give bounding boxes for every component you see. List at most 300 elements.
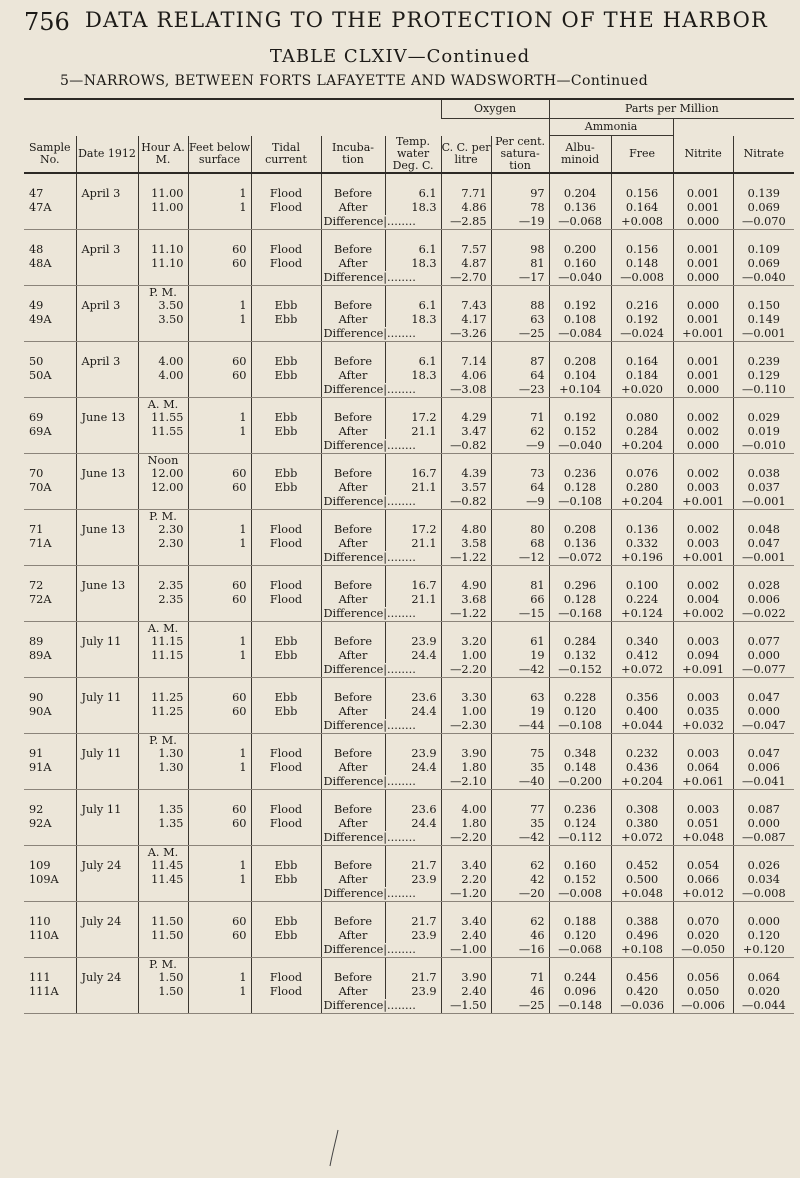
sample-cell: 89 [29,635,44,648]
percent-cell: 42 [491,873,549,887]
feet-cell: 1 [188,523,251,537]
percent-cell: 19 [491,705,549,719]
period-spacer [251,285,321,299]
nitrite-cell: 0.070 [673,915,733,929]
nitrate-cell: 0.129 [733,369,794,383]
header-blank [24,99,441,119]
period-spacer [188,733,251,747]
hour-cell: 11.45 [138,859,188,873]
nitrite-cell: 0.001 [673,243,733,257]
period-spacer [491,397,549,411]
nitrate-cell: 0.026 [733,859,794,873]
albuminoid-cell: 0.136 [549,201,611,215]
period-spacer [251,397,321,411]
tidal-cell: Ebb [251,355,321,369]
period-spacer [24,621,76,635]
period-spacer [76,733,138,747]
cc-cell: —1.22 [441,607,491,622]
period-spacer [441,901,491,915]
nitrate-cell: 0.150 [733,299,794,313]
table-row [24,873,794,887]
tidal-cell: Ebb [251,873,321,887]
sample-cell: 109A [29,873,59,886]
temp-cell: 23.9 [385,747,441,761]
incubation-cell: Before [321,915,385,929]
date-cell [76,929,138,943]
tidal-cell [251,775,321,790]
period-spacer [188,453,251,467]
table-row [24,257,794,271]
header-nitrate: Nitrate [733,136,794,173]
temp-cell: 16.7 [385,579,441,593]
period-spacer [441,565,491,579]
date-cell: June 13 [76,523,138,537]
albuminoid-cell: —0.040 [549,271,611,286]
sample-cell [24,607,76,622]
date-cell [76,425,138,439]
tidal-cell: Ebb [251,313,321,327]
header-sample: Sample No. [24,136,76,173]
percent-cell: 35 [491,761,549,775]
period-spacer [251,565,321,579]
nitrate-cell: —0.047 [733,719,794,734]
table-row [24,481,794,495]
table-row [24,691,794,705]
temp-cell: 18.3 [385,369,441,383]
sample-cell [24,775,76,790]
free-cell: 0.156 [611,187,673,201]
period-spacer [491,621,549,635]
sample-cell: 109 [29,859,51,872]
period-row [24,901,794,915]
albuminoid-cell: —0.148 [549,999,611,1014]
period-row [24,621,794,635]
albuminoid-cell: 0.208 [549,355,611,369]
hour-cell: 1.30 [138,747,188,761]
tidal-cell [251,383,321,398]
cc-cell: 2.40 [441,929,491,943]
period-spacer [321,957,385,971]
nitrate-cell: —0.001 [733,551,794,566]
period-spacer [611,173,673,187]
table-row [24,579,794,593]
incubation-cell: Before [321,187,385,201]
table-row [24,201,794,215]
cc-cell: 4.86 [441,201,491,215]
hour-cell [138,831,188,846]
nitrate-cell: 0.120 [733,929,794,943]
cc-cell: 4.90 [441,579,491,593]
temp-cell: 21.1 [385,537,441,551]
period-spacer [188,341,251,355]
period-spacer [611,341,673,355]
nitrite-cell: 0.000 [673,299,733,313]
albuminoid-cell: 0.104 [549,369,611,383]
sample-cell [24,551,76,566]
period-spacer [441,789,491,803]
nitrite-cell: 0.003 [673,803,733,817]
table-row [24,859,794,873]
data-table [24,98,794,1014]
period-spacer [733,453,794,467]
sample-cell: 49A [29,313,52,326]
sample-cell: 89A [29,649,52,662]
period-spacer [251,341,321,355]
temp-cell: 16.7 [385,467,441,481]
nitrate-cell: 0.047 [733,537,794,551]
period-row [24,845,794,859]
header-free: Free [611,136,673,173]
nitrite-cell: 0.002 [673,523,733,537]
feet-cell [188,327,251,342]
hour-cell: 4.00 [138,355,188,369]
period-spacer [549,397,611,411]
free-cell: 0.148 [611,257,673,271]
incubation-cell: Before [321,803,385,817]
period-label: Noon [138,453,188,467]
free-cell: +0.204 [611,495,673,510]
percent-cell: —9 [491,439,549,454]
albuminoid-cell: —0.072 [549,551,611,566]
period-spacer [251,901,321,915]
running-head: DATA RELATING TO THE PROTECTION OF THE HARBOR [85,8,769,32]
period-spacer [76,677,138,691]
cc-cell: 3.20 [441,635,491,649]
feet-cell: 60 [188,257,251,271]
feet-cell [188,943,251,958]
period-spacer [673,229,733,243]
incubation-cell: Before [321,523,385,537]
nitrite-cell: 0.051 [673,817,733,831]
albuminoid-cell: 0.244 [549,971,611,985]
table-row [24,747,794,761]
difference-row [24,887,794,902]
incubation-cell: Before [321,411,385,425]
temp-cell: 6.1 [385,299,441,313]
difference-row [24,775,794,790]
free-cell: 0.340 [611,635,673,649]
table-row [24,411,794,425]
percent-cell: —20 [491,887,549,902]
difference-row [24,551,794,566]
temp-cell: 24.4 [385,761,441,775]
hour-cell [138,271,188,286]
table-row [24,761,794,775]
nitrate-cell: —0.008 [733,887,794,902]
period-spacer [385,957,441,971]
period-spacer [251,453,321,467]
feet-cell: 1 [188,425,251,439]
albuminoid-cell: 0.284 [549,635,611,649]
period-spacer [24,397,76,411]
date-cell: June 13 [76,467,138,481]
period-spacer [321,173,385,187]
period-spacer [549,957,611,971]
cc-cell: 3.90 [441,971,491,985]
nitrite-cell: 0.066 [673,873,733,887]
nitrate-cell: 0.038 [733,467,794,481]
sample-cell [24,215,76,230]
period-row [24,173,794,187]
tidal-cell: Ebb [251,859,321,873]
period-label [138,677,188,691]
period-spacer [441,173,491,187]
cc-cell: 4.00 [441,803,491,817]
nitrate-cell: 0.000 [733,705,794,719]
percent-cell: —23 [491,383,549,398]
temp-cell: 17.2 [385,411,441,425]
nitrate-cell: 0.028 [733,579,794,593]
date-cell [76,873,138,887]
percent-cell: 61 [491,635,549,649]
table-row [24,425,794,439]
table-row [24,243,794,257]
nitrite-cell: +0.001 [673,327,733,342]
tidal-cell: Ebb [251,467,321,481]
feet-cell: 1 [188,313,251,327]
period-spacer [733,789,794,803]
period-spacer [549,845,611,859]
albuminoid-cell: —0.068 [549,215,611,230]
difference-label: Difference|........ [321,495,441,510]
period-spacer [549,453,611,467]
tidal-cell: Flood [251,803,321,817]
tidal-cell: Flood [251,747,321,761]
temp-cell: 21.7 [385,915,441,929]
incubation-cell: Before [321,467,385,481]
free-cell: 0.380 [611,817,673,831]
nitrite-cell: —0.050 [673,943,733,958]
nitrate-cell: 0.149 [733,313,794,327]
tidal-cell: Ebb [251,691,321,705]
nitrite-cell: 0.002 [673,467,733,481]
free-cell: 0.456 [611,971,673,985]
feet-cell: 1 [188,971,251,985]
percent-cell: 81 [491,579,549,593]
tidal-cell: Ebb [251,481,321,495]
period-spacer [24,173,76,187]
free-cell: +0.048 [611,887,673,902]
period-spacer [24,509,76,523]
free-cell: 0.420 [611,985,673,999]
period-label [138,229,188,243]
period-spacer [24,229,76,243]
sample-cell: 69 [29,411,44,424]
nitrate-cell: —0.001 [733,327,794,342]
header-cc: C. C. per litre [441,136,491,173]
date-cell [76,985,138,999]
percent-cell: 81 [491,257,549,271]
incubation-cell: After [321,425,385,439]
incubation-cell: After [321,929,385,943]
header-feet: Feet below surface [188,136,251,173]
period-spacer [733,677,794,691]
percent-cell: 73 [491,467,549,481]
date-cell [76,593,138,607]
cc-cell: 4.06 [441,369,491,383]
difference-row [24,383,794,398]
feet-cell: 1 [188,635,251,649]
nitrate-cell: 0.019 [733,425,794,439]
incubation-cell: Before [321,635,385,649]
period-spacer [491,341,549,355]
hour-cell: 4.00 [138,369,188,383]
difference-label: Difference|........ [321,383,441,398]
cc-cell: 3.30 [441,691,491,705]
incubation-cell: Before [321,859,385,873]
period-label: P. M. [138,957,188,971]
period-spacer [188,173,251,187]
header-incubation: Incuba- tion [321,136,385,173]
albuminoid-cell: 0.160 [549,257,611,271]
feet-cell: 1 [188,761,251,775]
period-spacer [251,677,321,691]
tidal-cell: Flood [251,537,321,551]
cc-cell: 1.00 [441,649,491,663]
date-cell: July 24 [76,971,138,985]
free-cell: 0.076 [611,467,673,481]
period-spacer [251,621,321,635]
albuminoid-cell: 0.160 [549,859,611,873]
period-spacer [24,565,76,579]
period-spacer [76,397,138,411]
hour-cell: 11.10 [138,257,188,271]
free-cell: +0.108 [611,943,673,958]
period-spacer [673,733,733,747]
feet-cell: 60 [188,803,251,817]
nitrate-cell: 0.047 [733,691,794,705]
albuminoid-cell: 0.128 [549,481,611,495]
period-spacer [251,957,321,971]
period-spacer [385,677,441,691]
period-spacer [441,341,491,355]
feet-cell [188,999,251,1014]
albuminoid-cell: +0.104 [549,383,611,398]
sample-cell: 50A [29,369,52,382]
percent-cell: —42 [491,663,549,678]
cc-cell: —2.20 [441,831,491,846]
tidal-cell [251,607,321,622]
sample-cell: 72A [29,593,52,606]
cc-cell: —3.08 [441,383,491,398]
percent-cell: 35 [491,817,549,831]
free-cell: 0.500 [611,873,673,887]
free-cell: +0.196 [611,551,673,566]
sample-cell: 71A [29,537,52,550]
cc-cell: 3.40 [441,915,491,929]
period-spacer [733,845,794,859]
tidal-cell: Flood [251,187,321,201]
date-cell [76,257,138,271]
difference-label: Difference|........ [321,663,441,678]
period-spacer [491,173,549,187]
period-label: A. M. [138,397,188,411]
temp-cell: 24.4 [385,705,441,719]
period-spacer [673,957,733,971]
date-cell [76,761,138,775]
feet-cell [188,887,251,902]
period-spacer [549,621,611,635]
nitrite-cell: 0.003 [673,537,733,551]
date-cell: June 13 [76,411,138,425]
period-spacer [491,229,549,243]
temp-cell: 23.9 [385,929,441,943]
percent-cell: —17 [491,271,549,286]
percent-cell: 66 [491,593,549,607]
period-spacer [385,733,441,747]
free-cell: +0.044 [611,719,673,734]
hour-cell: 11.25 [138,691,188,705]
sample-cell: 92A [29,817,52,830]
nitrite-cell: 0.003 [673,691,733,705]
period-spacer [76,565,138,579]
period-spacer [441,285,491,299]
hour-cell [138,943,188,958]
header-hour: Hour A. M. [138,136,188,173]
nitrite-cell: +0.002 [673,607,733,622]
cc-cell: 2.20 [441,873,491,887]
period-label [138,341,188,355]
date-cell [76,201,138,215]
period-row [24,789,794,803]
nitrite-cell: 0.002 [673,411,733,425]
hour-cell [138,887,188,902]
period-spacer [549,509,611,523]
header-oxygen-group: Oxygen [441,99,549,119]
period-spacer [491,285,549,299]
period-spacer [733,341,794,355]
difference-row [24,439,794,454]
feet-cell: 1 [188,201,251,215]
albuminoid-cell: 0.108 [549,313,611,327]
free-cell: 0.412 [611,649,673,663]
albuminoid-cell: 0.096 [549,985,611,999]
percent-cell: 80 [491,523,549,537]
sample-cell: 91 [29,747,44,760]
tidal-cell: Ebb [251,705,321,719]
percent-cell: —44 [491,719,549,734]
date-cell [76,607,138,622]
tidal-cell: Ebb [251,635,321,649]
free-cell: 0.332 [611,537,673,551]
hour-cell: 3.50 [138,313,188,327]
date-cell [76,439,138,454]
nitrate-cell: 0.109 [733,243,794,257]
period-row [24,565,794,579]
free-cell: 0.184 [611,369,673,383]
date-cell [76,313,138,327]
period-spacer [733,173,794,187]
period-spacer [24,677,76,691]
albuminoid-cell: —0.112 [549,831,611,846]
header-percent: Per cent. satura- tion [491,136,549,173]
incubation-cell: After [321,985,385,999]
date-cell: July 11 [76,803,138,817]
percent-cell: 97 [491,187,549,201]
percent-cell: 71 [491,411,549,425]
cc-cell: 7.71 [441,187,491,201]
period-spacer [76,957,138,971]
cc-cell: 1.80 [441,817,491,831]
period-spacer [188,789,251,803]
period-spacer [441,621,491,635]
hour-cell [138,607,188,622]
feet-cell: 1 [188,299,251,313]
date-cell [76,551,138,566]
hour-cell: 1.35 [138,817,188,831]
cc-cell: 7.43 [441,299,491,313]
cc-cell: —3.26 [441,327,491,342]
